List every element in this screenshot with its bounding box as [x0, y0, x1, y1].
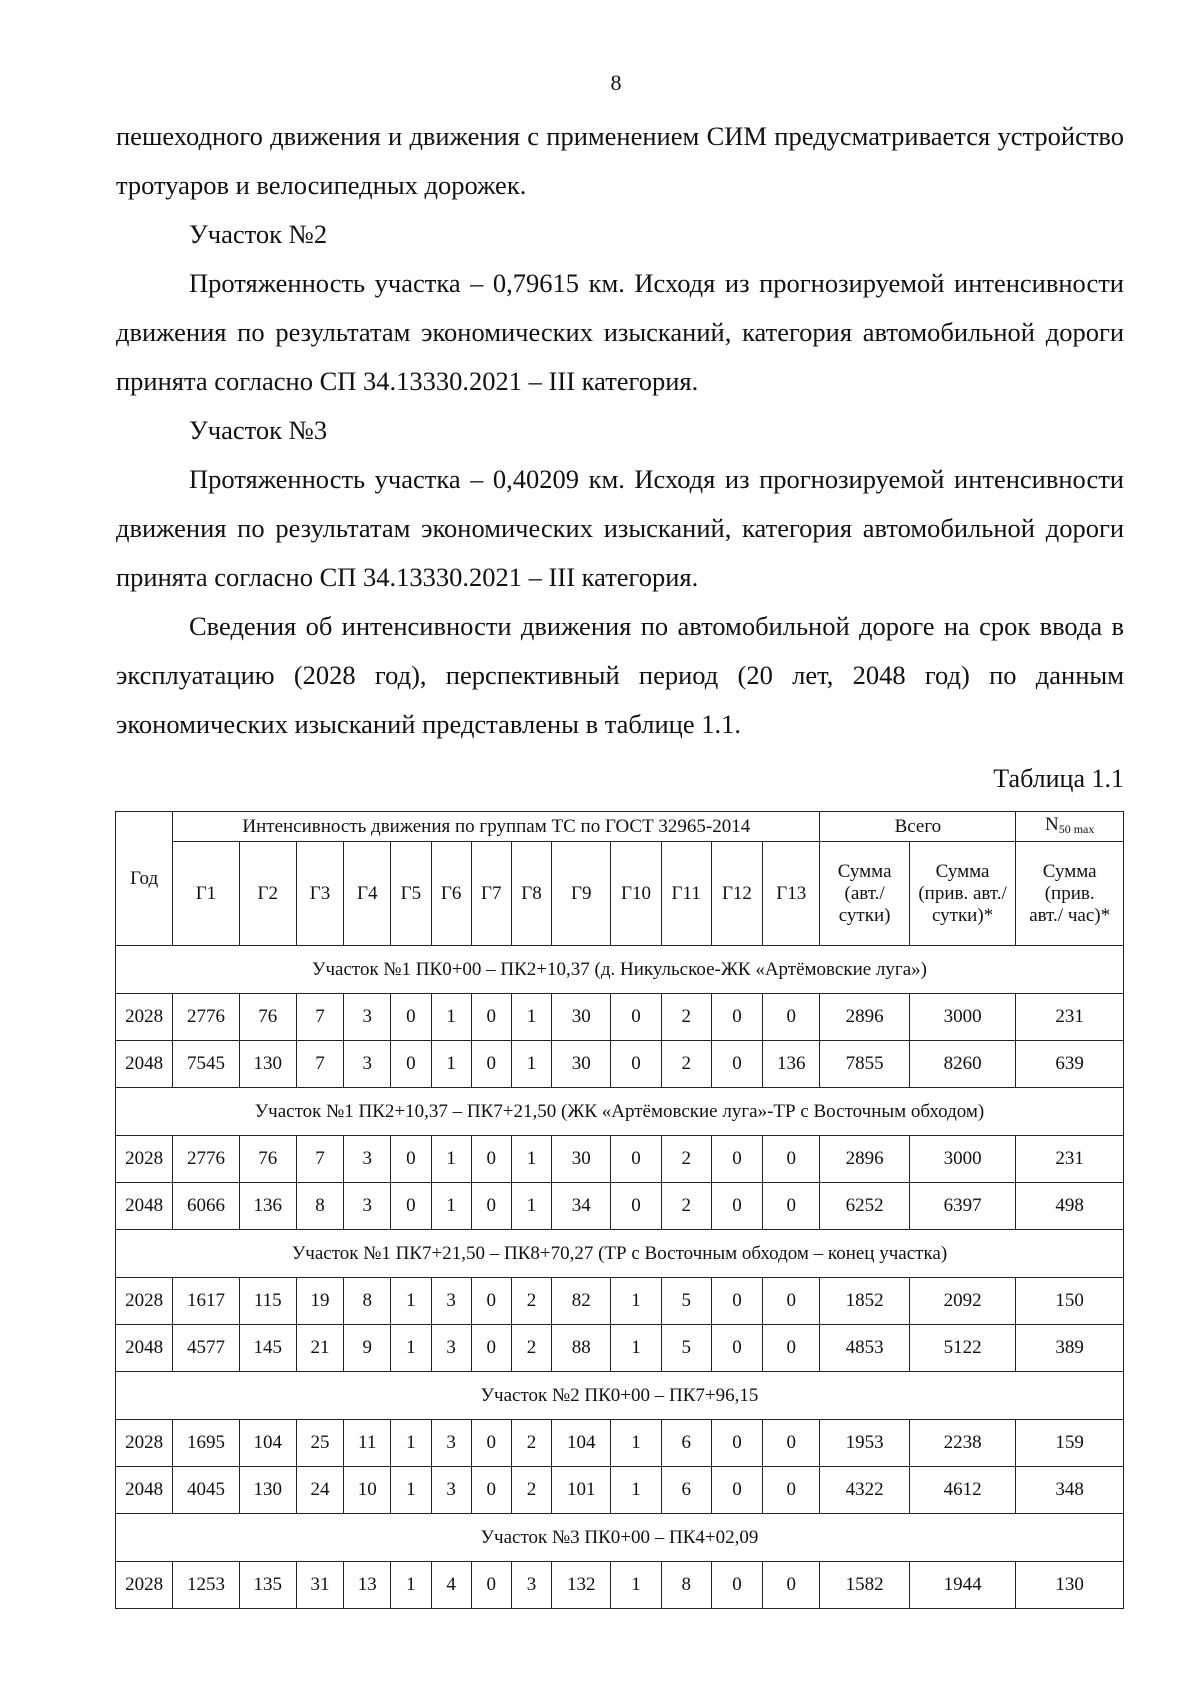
table-cell: 6 — [661, 1467, 711, 1514]
table-cell: 0 — [711, 1467, 762, 1514]
table-cell: 6066 — [173, 1183, 239, 1230]
table-cell: 82 — [552, 1278, 611, 1325]
table-cell: 0 — [763, 1325, 820, 1372]
group-header-cell: Г2 — [239, 842, 296, 946]
table-cell: 3000 — [909, 1136, 1016, 1183]
table-cell: 3 — [431, 1325, 471, 1372]
page-number: 8 — [610, 70, 622, 95]
section-row — [116, 1372, 1124, 1420]
group-header-cell: Г12 — [711, 842, 762, 946]
table-cell: 0 — [763, 994, 820, 1041]
year-cell: 2028 — [116, 1562, 173, 1609]
table-cell: 7 — [296, 1041, 343, 1088]
table-cell: 8 — [661, 1562, 711, 1609]
sum-header-cell: Сумма (прив. авт./ сутки)* — [909, 842, 1016, 946]
table-cell: 0 — [611, 1041, 661, 1088]
table-cell: 6397 — [909, 1183, 1016, 1230]
table-cell: 136 — [763, 1041, 820, 1088]
table-cell: 3 — [344, 1183, 391, 1230]
group-header: Интенсивность движения по группам ТС по ГОСТ 32965-2014 — [173, 812, 820, 842]
table-cell: 7545 — [173, 1041, 239, 1088]
table-cell: 0 — [471, 1420, 511, 1467]
section-title: Участок №2 ПК0+00 – ПК7+96,15 — [116, 1372, 1124, 1420]
group-header-cell: Г5 — [391, 842, 431, 946]
section-row — [116, 1514, 1124, 1562]
group-header-cell: Г1 — [173, 842, 239, 946]
year-cell: 2048 — [116, 1325, 173, 1372]
sum-header-cell: Сумма (авт./ сутки) — [820, 842, 909, 946]
table-cell: 130 — [239, 1041, 296, 1088]
year-cell: 2028 — [116, 994, 173, 1041]
table-cell: 231 — [1016, 1136, 1124, 1183]
table-cell: 3 — [431, 1467, 471, 1514]
table-row — [116, 994, 1124, 1041]
table-cell: 0 — [391, 1041, 431, 1088]
table-cell: 0 — [763, 1183, 820, 1230]
table-cell: 8 — [344, 1278, 391, 1325]
table-cell: 1 — [391, 1278, 431, 1325]
table-cell: 0 — [711, 1420, 762, 1467]
section-row — [116, 1230, 1124, 1278]
table-cell: 0 — [611, 1136, 661, 1183]
table-cell: 136 — [239, 1183, 296, 1230]
table-cell: 130 — [1016, 1562, 1124, 1609]
table-cell: 1 — [611, 1420, 661, 1467]
table-cell: 4 — [431, 1562, 471, 1609]
table-cell: 1 — [611, 1278, 661, 1325]
table-cell: 88 — [552, 1325, 611, 1372]
table-cell: 1 — [511, 1041, 551, 1088]
group-header-cell: Г6 — [431, 842, 471, 946]
table-cell: 8260 — [909, 1041, 1016, 1088]
table-row — [116, 1325, 1124, 1372]
section-title: Участок №1 ПК2+10,37 – ПК7+21,50 (ЖК «Артёмовские луга»-ТР с Восточным обходом) — [116, 1088, 1124, 1136]
table-cell: 3 — [344, 1136, 391, 1183]
year-cell: 2028 — [116, 1136, 173, 1183]
table-cell: 1 — [431, 1041, 471, 1088]
group-header-cell: Г8 — [511, 842, 551, 946]
table-cell: 2776 — [173, 994, 239, 1041]
group-header-cell: Г11 — [661, 842, 711, 946]
table-cell: 1 — [391, 1420, 431, 1467]
table-cell: 150 — [1016, 1278, 1124, 1325]
table-cell: 0 — [763, 1420, 820, 1467]
table-cell: 3 — [511, 1562, 551, 1609]
table-cell: 6252 — [820, 1183, 909, 1230]
table-cell: 34 — [552, 1183, 611, 1230]
table-cell: 4853 — [820, 1325, 909, 1372]
table-cell: 0 — [471, 1278, 511, 1325]
table-cell: 145 — [239, 1325, 296, 1372]
table-cell: 2 — [511, 1420, 551, 1467]
table-cell: 3 — [431, 1278, 471, 1325]
table-cell: 0 — [763, 1278, 820, 1325]
table-row — [116, 1278, 1124, 1325]
section-row — [116, 1088, 1124, 1136]
table-cell: 2776 — [173, 1136, 239, 1183]
table-cell: 1 — [611, 1325, 661, 1372]
table-cell: 1 — [431, 1183, 471, 1230]
year-cell: 2028 — [116, 1278, 173, 1325]
table-cell: 5122 — [909, 1325, 1016, 1372]
table-cell: 0 — [471, 1136, 511, 1183]
group-header-cell: Г10 — [611, 842, 661, 946]
section-title: Участок №1 ПК7+21,50 – ПК8+70,27 (ТР с Восточным обходом – конец участка) — [116, 1230, 1124, 1278]
table-cell: 0 — [711, 1136, 762, 1183]
table-cell: 2 — [661, 1183, 711, 1230]
table-cell: 7 — [296, 1136, 343, 1183]
table-cell: 0 — [471, 994, 511, 1041]
table-cell: 1 — [611, 1467, 661, 1514]
paragraph: Участок №2 — [189, 219, 328, 249]
table-cell: 389 — [1016, 1325, 1124, 1372]
table-cell: 0 — [763, 1467, 820, 1514]
table-cell: 1852 — [820, 1278, 909, 1325]
table-cell: 0 — [711, 1041, 762, 1088]
table-cell: 0 — [391, 1136, 431, 1183]
table-cell: 5 — [661, 1278, 711, 1325]
sum-header-cell: Сумма (прив. авт./ час)* — [1016, 842, 1124, 946]
table-cell: 2 — [661, 1136, 711, 1183]
table-cell: 0 — [611, 994, 661, 1041]
table-cell: 1944 — [909, 1562, 1016, 1609]
table-cell: 0 — [471, 1041, 511, 1088]
table-cell: 11 — [344, 1420, 391, 1467]
table-cell: 2238 — [909, 1420, 1016, 1467]
table-cell: 132 — [552, 1562, 611, 1609]
table-cell: 4045 — [173, 1467, 239, 1514]
group-header-cell: Г3 — [296, 842, 343, 946]
table-cell: 1 — [431, 994, 471, 1041]
table-cell: 2896 — [820, 1136, 909, 1183]
table-cell: 1 — [511, 994, 551, 1041]
table-cell: 0 — [391, 1183, 431, 1230]
paragraph: пешеходного движения и движения с применением СИМ предусматривается устройство тротуаров и велосипедных дорожек. — [116, 121, 1124, 200]
table-cell: 76 — [239, 994, 296, 1041]
table-cell: 13 — [344, 1562, 391, 1609]
table-cell: 4612 — [909, 1467, 1016, 1514]
table-cell: 31 — [296, 1562, 343, 1609]
table-cell: 1 — [511, 1183, 551, 1230]
table-cell: 135 — [239, 1562, 296, 1609]
table-cell: 1 — [611, 1562, 661, 1609]
year-cell: 2048 — [116, 1041, 173, 1088]
group-header-row — [116, 842, 1124, 946]
year-cell: 2028 — [116, 1420, 173, 1467]
table-cell: 2 — [511, 1467, 551, 1514]
body-text — [116, 112, 1124, 749]
table-cell: 104 — [239, 1420, 296, 1467]
table-cell: 7855 — [820, 1041, 909, 1088]
table-cell: 104 — [552, 1420, 611, 1467]
year-cell: 2048 — [116, 1183, 173, 1230]
section-title: Участок №3 ПК0+00 – ПК4+02,09 — [116, 1514, 1124, 1562]
group-header-cell: Г7 — [471, 842, 511, 946]
table-cell: 9 — [344, 1325, 391, 1372]
table-cell: 0 — [711, 1325, 762, 1372]
table-cell: 1 — [391, 1562, 431, 1609]
table-cell: 0 — [711, 1278, 762, 1325]
table-cell: 2 — [511, 1278, 551, 1325]
table-cell: 2 — [661, 1041, 711, 1088]
table-cell: 1 — [391, 1467, 431, 1514]
table-cell: 30 — [552, 1136, 611, 1183]
group-header-cell: Г9 — [552, 842, 611, 946]
table-row — [116, 1183, 1124, 1230]
table-cell: 4577 — [173, 1325, 239, 1372]
table-body — [116, 946, 1124, 1609]
table-row — [116, 1467, 1124, 1514]
group-header-cell: Г13 — [763, 842, 820, 946]
paragraph: Сведения об интенсивности движения по автомобильной дороге на срок ввода в эксплуатацию (2028 год), перспективный период (20 лет, 2048 год) по данным экономических изысканий представлены в таблице 1.1. — [116, 611, 1124, 739]
table-cell: 24 — [296, 1467, 343, 1514]
table-cell: 0 — [711, 1562, 762, 1609]
table-cell: 2092 — [909, 1278, 1016, 1325]
table-cell: 498 — [1016, 1183, 1124, 1230]
table-cell: 3 — [344, 1041, 391, 1088]
table-cell: 7 — [296, 994, 343, 1041]
table-cell: 231 — [1016, 994, 1124, 1041]
table-cell: 0 — [763, 1562, 820, 1609]
table-row — [116, 1420, 1124, 1467]
table-cell: 2 — [661, 994, 711, 1041]
table-cell: 1695 — [173, 1420, 239, 1467]
table-cell: 348 — [1016, 1467, 1124, 1514]
table-cell: 1953 — [820, 1420, 909, 1467]
table-cell: 0 — [471, 1183, 511, 1230]
total-header: Всего — [820, 812, 1016, 842]
table-cell: 1 — [391, 1325, 431, 1372]
group-header-cell: Г4 — [344, 842, 391, 946]
table-row — [116, 1562, 1124, 1609]
section-row — [116, 946, 1124, 994]
table-cell: 0 — [471, 1562, 511, 1609]
table-row — [116, 1136, 1124, 1183]
paragraph: Протяженность участка – 0,79615 км. Исходя из прогнозируемой интенсивности движения по результатам экономических изысканий, категория автомобильной дороги принята согласно СП 34.13330.2021 – III категория. — [116, 268, 1124, 396]
table-cell: 2896 — [820, 994, 909, 1041]
table-cell: 6 — [661, 1420, 711, 1467]
n50-header: $N_{50 max}$ — [1016, 812, 1124, 842]
table-cell: 0 — [471, 1467, 511, 1514]
paragraph: Протяженность участка – 0,40209 км. Исходя из прогнозируемой интенсивности движения по результатам экономических изысканий, категория автомобильной дороги принята согласно СП 34.13330.2021 – III категория. — [116, 464, 1124, 592]
section-title: Участок №1 ПК0+00 – ПК2+10,37 (д. Никульское-ЖК «Артёмовские луга») — [116, 946, 1124, 994]
table-cell: 159 — [1016, 1420, 1124, 1467]
table-caption: Таблица 1.1 — [993, 764, 1124, 793]
table-cell: 0 — [611, 1183, 661, 1230]
table-cell: 1617 — [173, 1278, 239, 1325]
table-cell: 8 — [296, 1183, 343, 1230]
table-row — [116, 1041, 1124, 1088]
table-cell: 2 — [511, 1325, 551, 1372]
table-cell: 0 — [711, 994, 762, 1041]
table-cell: 0 — [471, 1325, 511, 1372]
table-cell: 25 — [296, 1420, 343, 1467]
table-cell: 0 — [763, 1136, 820, 1183]
table-cell: 130 — [239, 1467, 296, 1514]
table-cell: 30 — [552, 1041, 611, 1088]
table-cell: 10 — [344, 1467, 391, 1514]
table-cell: 3000 — [909, 994, 1016, 1041]
year-header: Год — [116, 812, 173, 946]
table-cell: 639 — [1016, 1041, 1124, 1088]
table-cell: 3 — [431, 1420, 471, 1467]
table-cell: 0 — [391, 994, 431, 1041]
table-cell: 115 — [239, 1278, 296, 1325]
table-cell: 4322 — [820, 1467, 909, 1514]
table-cell: 1253 — [173, 1562, 239, 1609]
table-cell: 1 — [511, 1136, 551, 1183]
table-cell: 76 — [239, 1136, 296, 1183]
table-cell: 0 — [711, 1183, 762, 1230]
table-cell: 1582 — [820, 1562, 909, 1609]
table-cell: 30 — [552, 994, 611, 1041]
table-cell: 1 — [431, 1136, 471, 1183]
year-cell: 2048 — [116, 1467, 173, 1514]
traffic-table — [115, 811, 1124, 1609]
table-cell: 101 — [552, 1467, 611, 1514]
table-cell: 19 — [296, 1278, 343, 1325]
paragraph: Участок №3 — [189, 415, 328, 445]
table-cell: 5 — [661, 1325, 711, 1372]
table-cell: 21 — [296, 1325, 343, 1372]
table-cell: 3 — [344, 994, 391, 1041]
